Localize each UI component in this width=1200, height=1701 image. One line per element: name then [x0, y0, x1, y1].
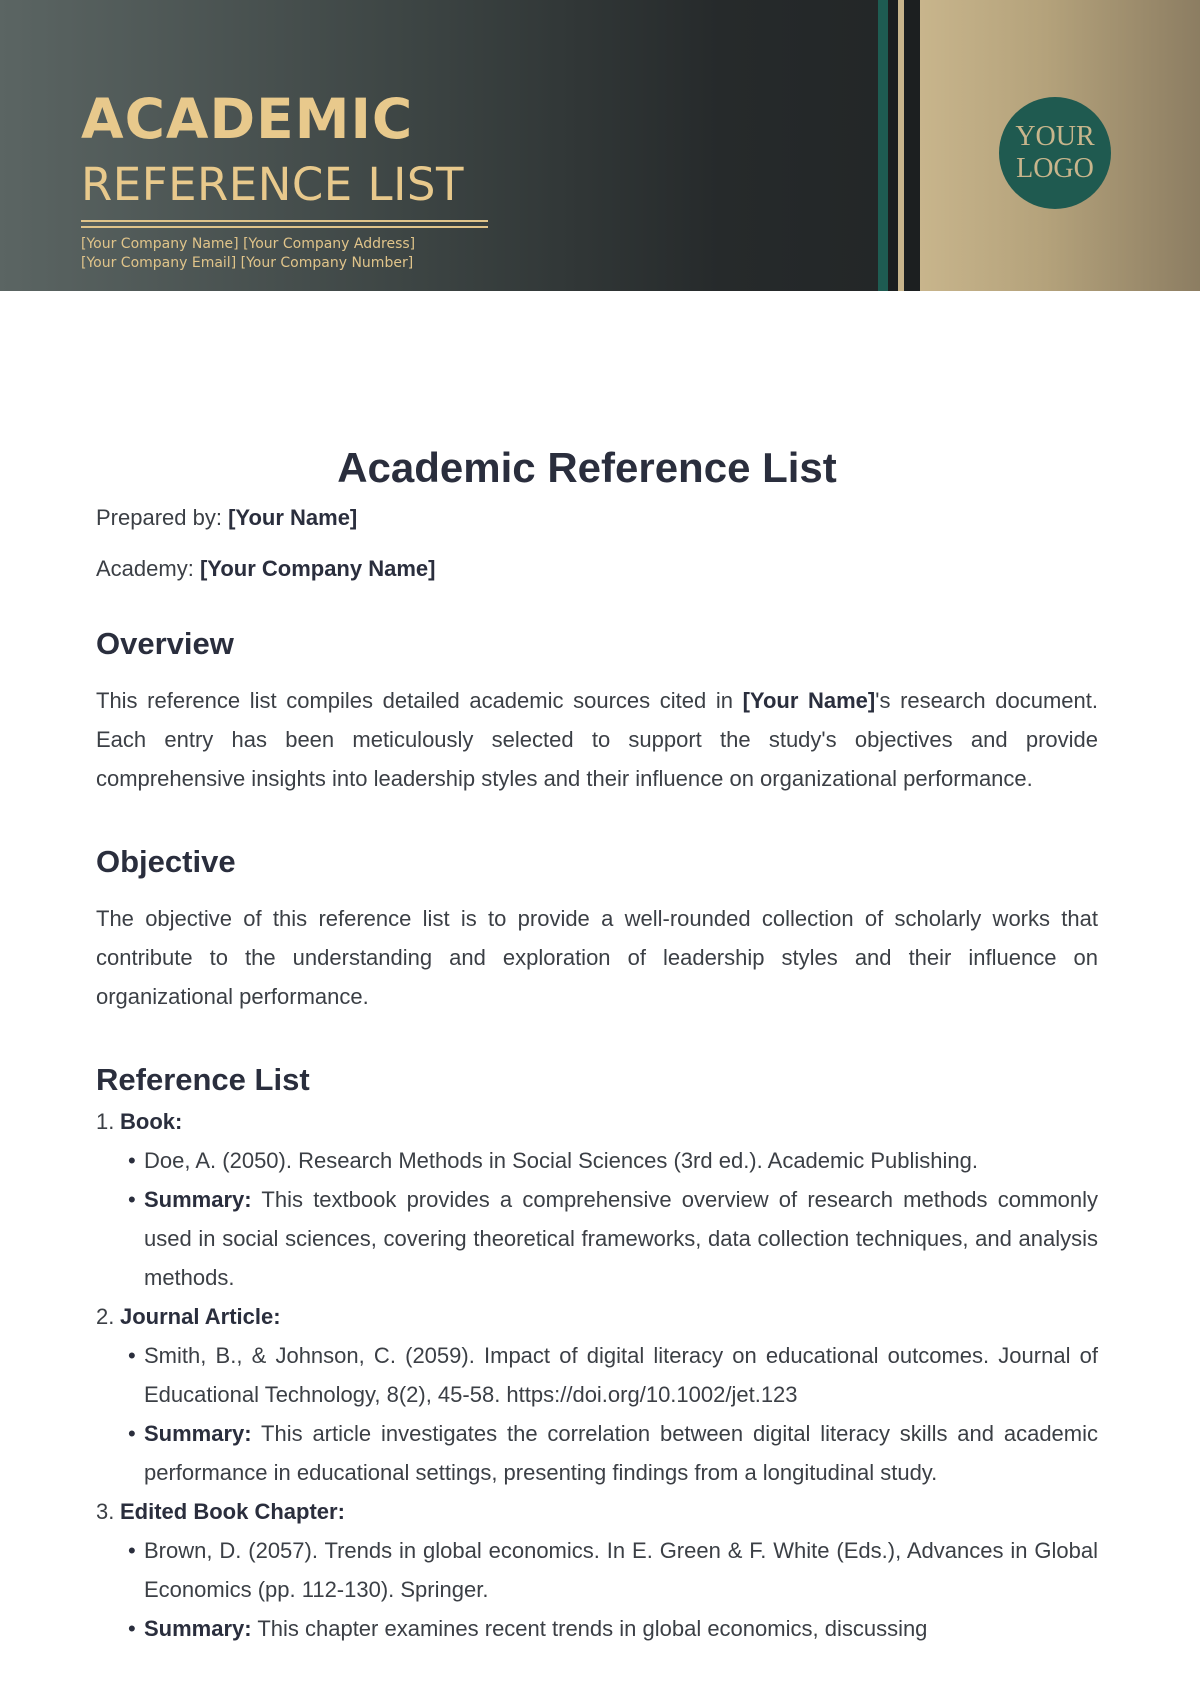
summary-text: This textbook provides a comprehensive overview of research methods commonly used in social sciences, covering theoretical frameworks, data collection techniques, and analysis methods.: [144, 1187, 1098, 1290]
brand-title: ACADEMIC: [81, 87, 414, 151]
banner-stripe: [888, 0, 898, 291]
brand-divider: [81, 226, 488, 228]
prepared-by: [96, 498, 1098, 538]
document-title: Academic Reference List: [337, 444, 837, 491]
summary-text: This chapter examines recent trends in global economics, discussing: [257, 1616, 928, 1641]
overview-text-name: [Your Name]: [742, 688, 876, 713]
reference-type: Journal Article:: [120, 1304, 281, 1329]
logo-text-line: LOGO: [1016, 153, 1094, 184]
reference-details: [144, 1336, 1098, 1492]
header-banner: [0, 0, 1200, 291]
company-email-number: [Your Company Email] [Your Company Number]: [81, 255, 414, 271]
reference-item: [96, 1297, 1098, 1492]
summary-label: Summary:: [144, 1616, 252, 1641]
overview-heading: Overview: [96, 626, 234, 661]
overview-text-start: This reference list compiles detailed academic sources cited in: [96, 688, 743, 713]
reference-summary: [144, 1414, 1098, 1492]
summary-label: Summary:: [144, 1187, 252, 1212]
reference-number: 2.: [96, 1304, 115, 1329]
objective-text: The objective of this reference list is to provide a well-rounded collection of scholarly works that contribute to the understanding and exploration of leadership styles and their influence on organizational performance.: [96, 906, 1098, 1009]
reference-list-heading: Reference List: [96, 1062, 310, 1097]
reference-number: 3.: [96, 1499, 115, 1524]
prepared-by-value: [Your Name]: [228, 505, 358, 530]
reference-details: [144, 1141, 1098, 1297]
reference-list: [96, 1102, 1098, 1648]
reference-summary: [144, 1609, 1098, 1648]
academy-label: Academy:: [96, 556, 194, 581]
reference-item: [96, 1102, 1098, 1297]
reference-citation: • Smith, B., & Johnson, C. (2059). Impact of digital literacy on educational outcomes. Journal of Educational Technology, 8(2), 45-58. https://doi.org/10.1002/jet.123: [144, 1336, 1098, 1414]
document-body: [96, 438, 1098, 1648]
overview-text: [96, 681, 1098, 798]
summary-label: Summary:: [144, 1421, 252, 1446]
logo-placeholder: [999, 97, 1111, 209]
overview-text-end: 's research document. Each entry has been meticulously selected to support the study's objectives and provide comprehensive insights into leadership styles and their influence on organizational performance.: [96, 688, 1098, 791]
reference-number: 1.: [96, 1109, 115, 1134]
reference-citation: • Brown, D. (2057). Trends in global economics. In E. Green & F. White (Eds.), Advances in Global Economics (pp. 112-130). Springer.: [144, 1531, 1098, 1609]
reference-details: [144, 1531, 1098, 1648]
reference-citation: • Doe, A. (2050). Research Methods in Social Sciences (3rd ed.). Academic Publishing.: [144, 1141, 1098, 1180]
brand-subtitle: REFERENCE LIST: [81, 158, 464, 211]
prepared-by-label: Prepared by:: [96, 505, 222, 530]
banner-stripe: [904, 0, 920, 291]
reference-type: Book:: [120, 1109, 183, 1134]
summary-text: This article investigates the correlation between digital literacy skills and academic performance in educational settings, presenting findings from a longitudinal study.: [144, 1421, 1099, 1485]
objective-heading: Objective: [96, 844, 236, 879]
company-name-address: [Your Company Name] [Your Company Address]: [81, 236, 416, 252]
academy: [96, 549, 1098, 589]
banner-stripe: [878, 0, 888, 291]
reference-summary: [144, 1180, 1098, 1297]
brand-divider: [81, 220, 488, 222]
reference-type: Edited Book Chapter:: [120, 1499, 345, 1524]
logo-text-line: YOUR: [1015, 121, 1095, 152]
reference-item: [96, 1492, 1098, 1648]
academy-value: [Your Company Name]: [199, 556, 436, 581]
